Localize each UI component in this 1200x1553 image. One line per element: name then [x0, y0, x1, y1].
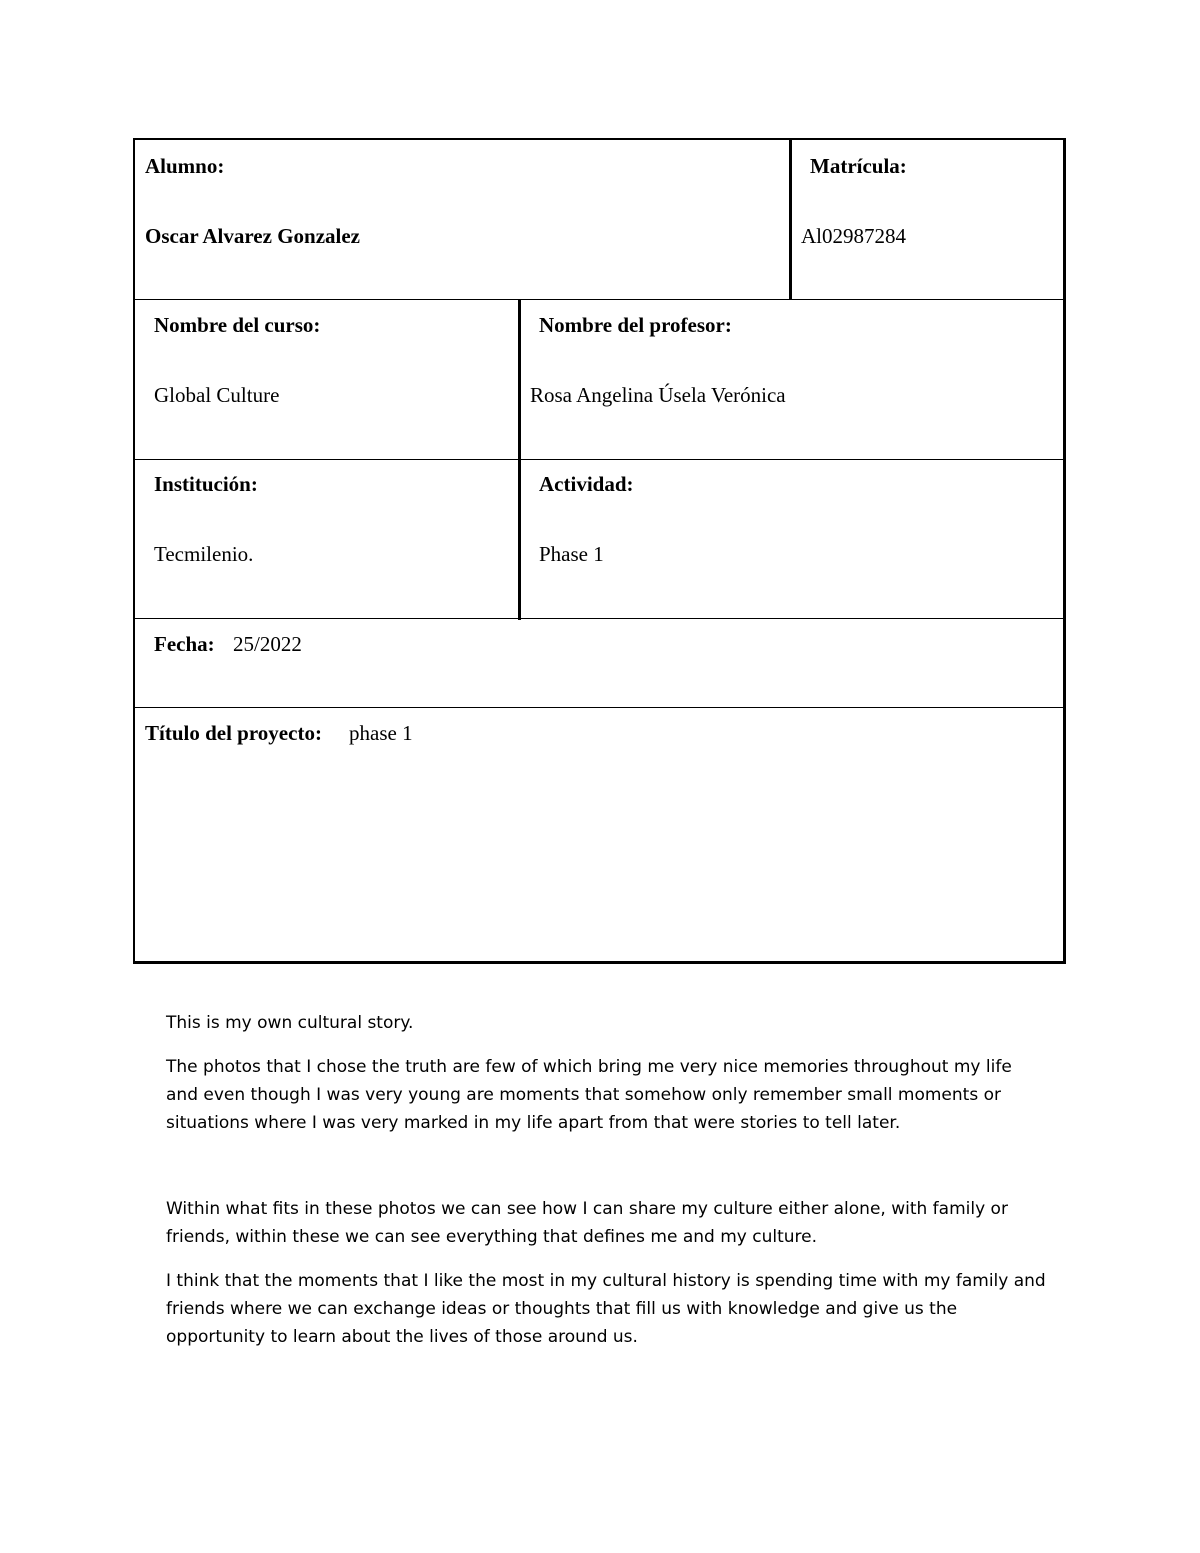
- intro-paragraph: This is my own cultural story.: [166, 1013, 414, 1033]
- row-divider: [133, 707, 1066, 708]
- id-label: Matrícula:: [810, 154, 907, 178]
- id-value: Al02987284: [801, 224, 906, 248]
- project-title-value: phase 1: [349, 721, 413, 745]
- institution-label: Institución:: [154, 472, 258, 496]
- activity-label: Actividad:: [539, 472, 634, 496]
- row-divider: [133, 459, 1066, 460]
- culture-paragraph: Within what fits in these photos we can see how I can share my culture either alone, with family or friends, within these we can see everything that defines me and my culture.: [166, 1199, 1008, 1247]
- professor-value: Rosa Angelina Úsela Verónica: [530, 383, 786, 407]
- course-label: Nombre del curso:: [154, 313, 321, 337]
- moments-paragraph: I think that the moments that I like the most in my cultural history is spending time with my family and friends where we can exchange ideas or thoughts that fill us with knowledge and give us the opportunity to learn about the lives of those around us.: [166, 1271, 1046, 1347]
- column-divider: [518, 299, 521, 620]
- date-label: Fecha:: [154, 632, 215, 656]
- project-title-label: Título del proyecto:: [145, 721, 322, 745]
- student-label: Alumno:: [145, 154, 225, 178]
- date-value: 25/2022: [233, 632, 302, 656]
- row-divider: [133, 299, 1066, 300]
- column-divider: [789, 138, 792, 300]
- professor-label: Nombre del profesor:: [539, 313, 732, 337]
- activity-value: Phase 1: [539, 542, 604, 566]
- institution-value: Tecmilenio.: [154, 542, 254, 566]
- course-value: Global Culture: [154, 383, 280, 407]
- student-name: Oscar Alvarez Gonzalez: [145, 224, 361, 248]
- photos-paragraph: The photos that I chose the truth are few of which bring me very nice memories throughout my life and even though I was very young are moments that somehow only remember small moments or situations where I was very marked in my life apart from that were stories to tell later.: [166, 1057, 1012, 1133]
- row-divider: [133, 618, 1066, 619]
